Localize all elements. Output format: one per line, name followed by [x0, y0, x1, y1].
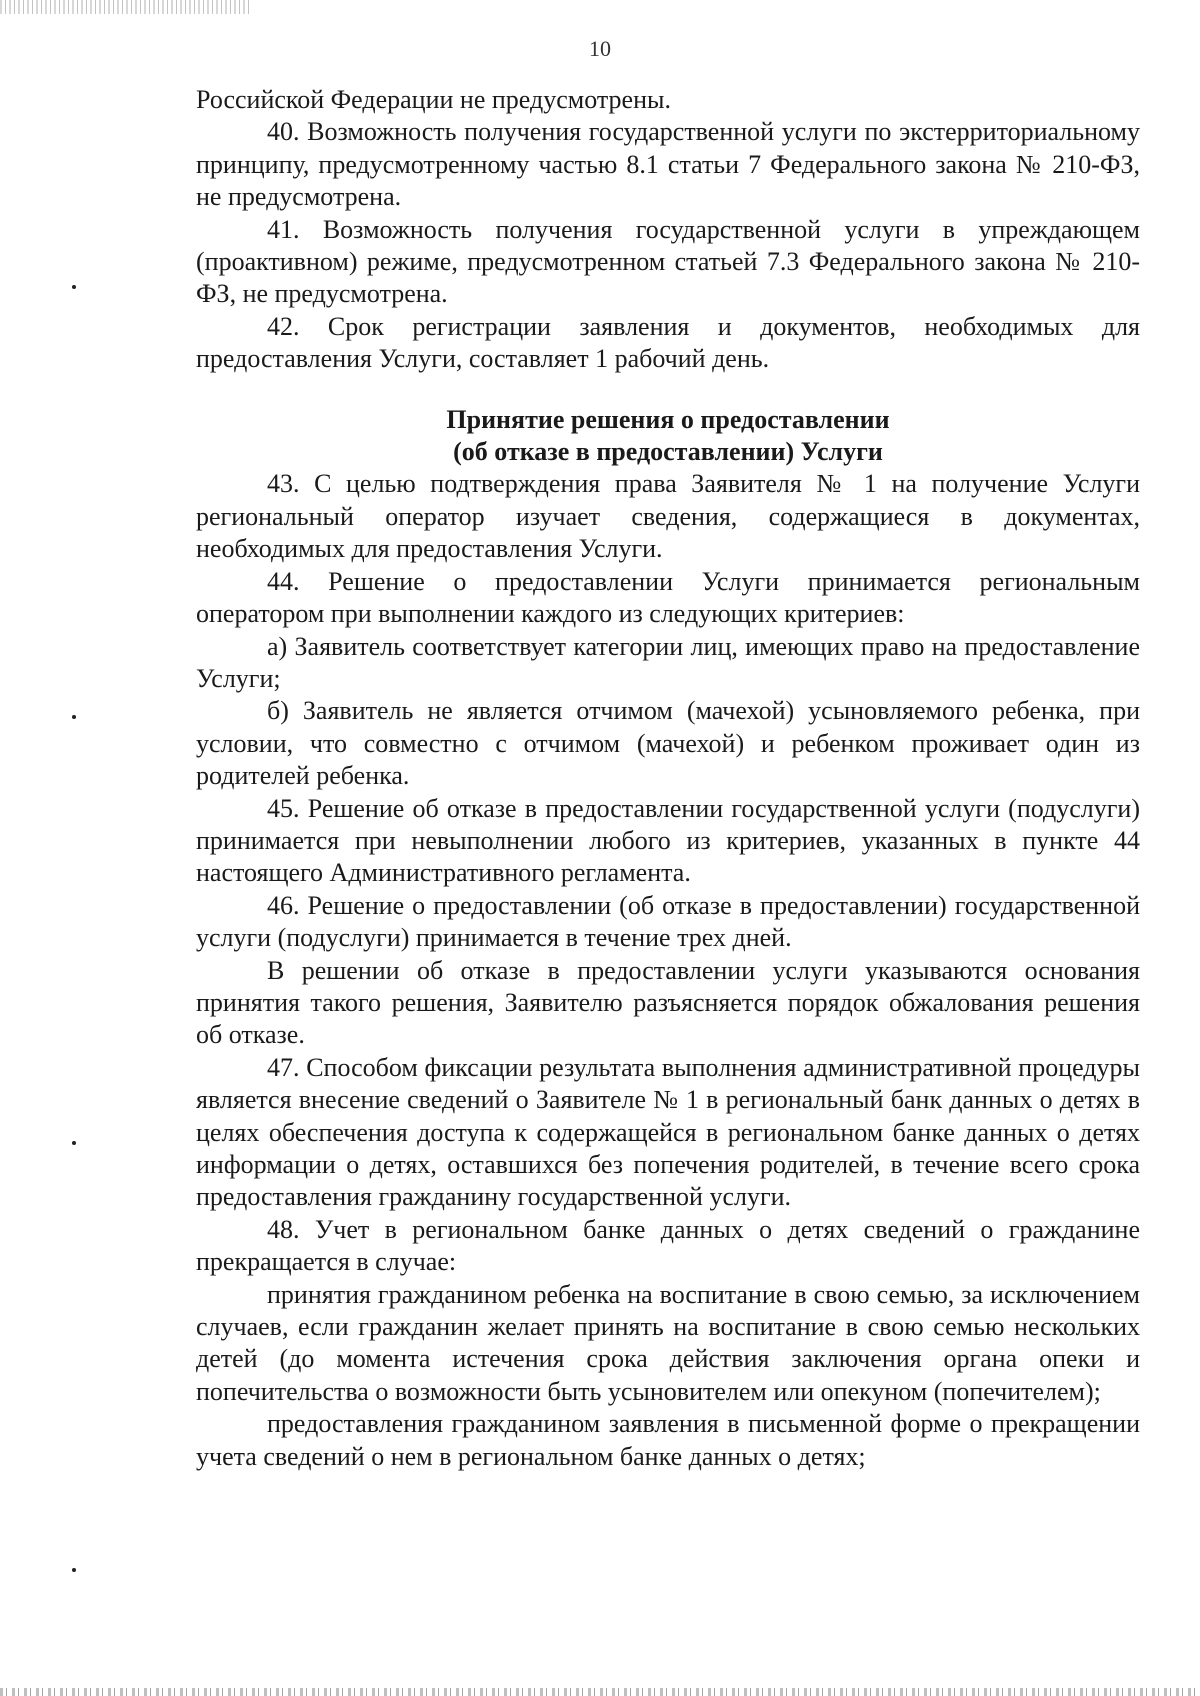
document-body: [196, 84, 1140, 1473]
page-number: 10: [589, 36, 611, 61]
paragraph-41: 41. Возможность получения государственной услуги в упреждающем (проактивном) режиме, предусмотренном статьей 7.3 Федерального закона № 210-ФЗ, не предусмотрена.: [196, 214, 1140, 309]
scan-speck: [72, 285, 76, 289]
paragraph-45: 45. Решение об отказе в предоставлении государственной услуги (подуслуги) принимается при невыполнении любого из критериев, указанных в пункте 44 настоящего Административного регламента.: [196, 793, 1140, 888]
paragraph-46-continued: В решении об отказе в предоставлении услуги указываются основания принятия такого решения, Заявителю разъясняется порядок обжалования решения об отказе.: [196, 955, 1140, 1050]
paragraph-40: 40. Возможность получения государственной услуги по экстерриториальному принципу, предусмотренному частью 8.1 статьи 7 Федерального закона № 210-ФЗ, не предусмотрена.: [196, 117, 1140, 212]
paragraph-48: 48. Учет в региональном банке данных о детях сведений о гражданине прекращается в случае:: [196, 1214, 1140, 1277]
scan-artifact-top: [0, 0, 250, 14]
paragraph-43: 43. С целью подтверждения права Заявителя № 1 на получение Услуги региональный оператор изучает сведения, содержащиеся в документах, необходимых для предоставления Услуги.: [196, 469, 1140, 564]
section-heading: [196, 404, 1140, 469]
paragraph-48-a: принятия гражданином ребенка на воспитание в свою семью, за исключением случаев, если гражданин желает принять на воспитание в свою семью нескольких детей (до момента истечения срока действия заключения органа опеки и попечительства о возможности быть усыновителем или опекуном (попечителем);: [196, 1279, 1140, 1406]
paragraph-44-b: б) Заявитель не является отчимом (мачехой) усыновляемого ребенка, при условии, что совместно с отчимом (мачехой) и ребенком проживает один из родителей ребенка.: [196, 696, 1140, 791]
paragraph-46: 46. Решение о предоставлении (об отказе в предоставлении) государственной услуги (подуслуги) принимается в течение трех дней.: [196, 890, 1140, 953]
scan-artifact-bottom: [0, 1688, 1200, 1696]
section-heading-line-1: Принятие решения о предоставлении: [446, 404, 890, 434]
paragraph-48-b: предоставления гражданином заявления в письменной форме о прекращении учета сведений о нем в региональном банке данных о детях;: [196, 1409, 1140, 1471]
section-heading-line-2: (об отказе в предоставлении) Услуги: [453, 437, 883, 467]
paragraph-44-a: а) Заявитель соответствует категории лиц, имеющих право на предоставление Услуги;: [196, 631, 1140, 693]
paragraph-continuation: Российской Федерации не предусмотрены.: [196, 85, 671, 114]
paragraph-44: 44. Решение о предоставлении Услуги принимается региональным оператором при выполнении каждого из следующих критериев:: [196, 566, 1140, 629]
scan-speck: [72, 715, 76, 719]
paragraph-42: 42. Срок регистрации заявления и документов, необходимых для предоставления Услуги, составляет 1 рабочий день.: [196, 311, 1140, 374]
scan-speck: [72, 1141, 76, 1145]
paragraph-47: 47. Способом фиксации результата выполнения административной процедуры является внесение сведений о Заявителе № 1 в региональный банк данных о детях в целях обеспечения доступа к содержащейся в региональном банке данных о детях информации о детях, оставшихся без попечения родителей, в течение всего срока предоставления гражданину государственной услуги.: [196, 1052, 1140, 1212]
scan-speck: [72, 1568, 76, 1572]
